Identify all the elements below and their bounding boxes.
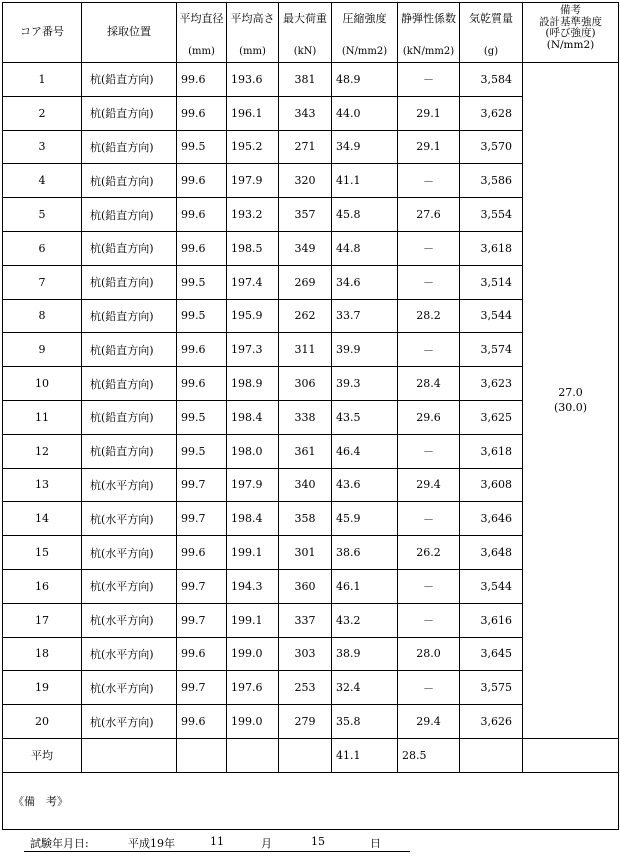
cell-strength: 43.6 bbox=[332, 468, 398, 502]
cell-modulus: 26.2 bbox=[398, 536, 460, 570]
cell-strength: 45.8 bbox=[332, 198, 398, 232]
cell-core-no: 10 bbox=[3, 367, 82, 401]
cell-location: 杭(鉛直方向) bbox=[82, 367, 177, 401]
cell-strength: 43.5 bbox=[332, 400, 398, 434]
cell-diameter: 99.7 bbox=[177, 502, 227, 536]
cell-max-load: 253 bbox=[279, 671, 332, 705]
header-row bbox=[3, 3, 619, 63]
header-modulus: 静弾性係数 (kN/mm2) bbox=[398, 3, 460, 63]
cell-modulus: － bbox=[398, 603, 460, 637]
cell-location: 杭(水平方向) bbox=[82, 502, 177, 536]
test-date-month-value: 11 bbox=[210, 835, 224, 848]
cell-modulus: － bbox=[398, 63, 460, 97]
cell-height: 197.6 bbox=[227, 671, 279, 705]
cell-diameter: 99.6 bbox=[177, 198, 227, 232]
cell-mass: 3,646 bbox=[460, 502, 523, 536]
cell-mass: 3,554 bbox=[460, 198, 523, 232]
cell-mass: 3,544 bbox=[460, 299, 523, 333]
cell-modulus: － bbox=[398, 569, 460, 603]
cell-location: 杭(水平方向) bbox=[82, 603, 177, 637]
header-mass: 気乾質量 (g) bbox=[460, 3, 523, 63]
cell-height: 198.4 bbox=[227, 502, 279, 536]
cell-max-load: 262 bbox=[279, 299, 332, 333]
cell-mass: 3,618 bbox=[460, 434, 523, 468]
cell-core-no: 3 bbox=[3, 130, 82, 164]
cell-height: 198.0 bbox=[227, 434, 279, 468]
cell-diameter: 99.6 bbox=[177, 231, 227, 265]
cell-max-load: 340 bbox=[279, 468, 332, 502]
cell-strength: 38.6 bbox=[332, 536, 398, 570]
cell-modulus: 29.6 bbox=[398, 400, 460, 434]
cell-location: 杭(鉛直方向) bbox=[82, 299, 177, 333]
average-strength: 41.1 bbox=[332, 738, 398, 772]
cell-max-load: 349 bbox=[279, 231, 332, 265]
cell-location: 杭(鉛直方向) bbox=[82, 434, 177, 468]
cell-mass: 3,544 bbox=[460, 569, 523, 603]
cell-core-no: 17 bbox=[3, 603, 82, 637]
remarks-heading: 備考 設計基準強度 (呼び強度) (N/mm2) bbox=[539, 4, 602, 51]
table-row bbox=[3, 63, 619, 97]
cell-mass: 3,586 bbox=[460, 164, 523, 198]
cell-height: 199.1 bbox=[227, 603, 279, 637]
cell-strength: 44.0 bbox=[332, 96, 398, 130]
cell-location: 杭(鉛直方向) bbox=[82, 130, 177, 164]
cell-core-no: 15 bbox=[3, 536, 82, 570]
test-date-day-value: 15 bbox=[311, 835, 325, 848]
cell-height: 193.2 bbox=[227, 198, 279, 232]
cell-strength: 39.9 bbox=[332, 333, 398, 367]
cell-modulus: － bbox=[398, 164, 460, 198]
header-max-load: 最大荷重 (kN) bbox=[279, 3, 332, 63]
cell-strength: 33.7 bbox=[332, 299, 398, 333]
cell-modulus: 28.2 bbox=[398, 299, 460, 333]
test-date-era-year: 平成19年 bbox=[128, 837, 175, 850]
cell-diameter: 99.6 bbox=[177, 63, 227, 97]
cell-modulus: － bbox=[398, 671, 460, 705]
cell-modulus: － bbox=[398, 434, 460, 468]
cell-mass: 3,575 bbox=[460, 671, 523, 705]
test-date-underline bbox=[24, 851, 410, 852]
cell-max-load: 337 bbox=[279, 603, 332, 637]
cell-max-load: 381 bbox=[279, 63, 332, 97]
cell-diameter: 99.5 bbox=[177, 265, 227, 299]
cell-core-no: 11 bbox=[3, 400, 82, 434]
notes-cell bbox=[3, 772, 619, 829]
cell-diameter: 99.5 bbox=[177, 299, 227, 333]
test-date-footer bbox=[0, 835, 620, 855]
cell-height: 197.9 bbox=[227, 164, 279, 198]
cell-core-no: 1 bbox=[3, 63, 82, 97]
cell-modulus: 28.4 bbox=[398, 367, 460, 401]
average-remarks bbox=[523, 738, 619, 772]
notes-row bbox=[3, 772, 619, 829]
cell-core-no: 5 bbox=[3, 198, 82, 232]
test-date-label: 試験年月日: bbox=[30, 837, 89, 850]
cell-core-no: 18 bbox=[3, 637, 82, 671]
header-location: 採取位置 bbox=[82, 3, 177, 63]
cell-max-load: 338 bbox=[279, 400, 332, 434]
notes-label: 《備 考》 bbox=[13, 794, 68, 808]
cell-location: 杭(鉛直方向) bbox=[82, 63, 177, 97]
cell-strength: 35.8 bbox=[332, 705, 398, 739]
cell-diameter: 99.5 bbox=[177, 434, 227, 468]
cell-strength: 41.1 bbox=[332, 164, 398, 198]
cell-location: 杭(鉛直方向) bbox=[82, 164, 177, 198]
cell-max-load: 279 bbox=[279, 705, 332, 739]
cell-location: 杭(水平方向) bbox=[82, 637, 177, 671]
cell-modulus: 29.1 bbox=[398, 96, 460, 130]
cell-height: 194.3 bbox=[227, 569, 279, 603]
cell-diameter: 99.6 bbox=[177, 96, 227, 130]
cell-height: 199.0 bbox=[227, 705, 279, 739]
cell-height: 198.4 bbox=[227, 400, 279, 434]
cell-location: 杭(鉛直方向) bbox=[82, 333, 177, 367]
cell-max-load: 343 bbox=[279, 96, 332, 130]
cell-mass: 3,623 bbox=[460, 367, 523, 401]
cell-modulus: － bbox=[398, 265, 460, 299]
cell-modulus: － bbox=[398, 502, 460, 536]
cell-strength: 43.2 bbox=[332, 603, 398, 637]
cell-max-load: 311 bbox=[279, 333, 332, 367]
average-label: 平均 bbox=[3, 738, 82, 772]
cell-strength: 46.1 bbox=[332, 569, 398, 603]
average-row bbox=[3, 738, 619, 772]
average-height bbox=[227, 738, 279, 772]
cell-max-load: 361 bbox=[279, 434, 332, 468]
cell-core-no: 2 bbox=[3, 96, 82, 130]
cell-location: 杭(水平方向) bbox=[82, 536, 177, 570]
header-core-no: コア番号 bbox=[3, 3, 82, 63]
design-strength-value: 27.0 bbox=[558, 386, 583, 400]
nominal-strength-value: (30.0) bbox=[553, 401, 588, 415]
average-max-load bbox=[279, 738, 332, 772]
cell-core-no: 8 bbox=[3, 299, 82, 333]
cell-location: 杭(鉛直方向) bbox=[82, 96, 177, 130]
cell-diameter: 99.6 bbox=[177, 705, 227, 739]
cell-height: 197.4 bbox=[227, 265, 279, 299]
cell-modulus: 27.6 bbox=[398, 198, 460, 232]
cell-height: 196.1 bbox=[227, 96, 279, 130]
cell-diameter: 99.6 bbox=[177, 536, 227, 570]
header-height: 平均高さ (mm) bbox=[227, 3, 279, 63]
cell-max-load: 360 bbox=[279, 569, 332, 603]
cell-location: 杭(鉛直方向) bbox=[82, 231, 177, 265]
cell-max-load: 358 bbox=[279, 502, 332, 536]
header-diameter: 平均直径 (mm) bbox=[177, 3, 227, 63]
cell-modulus: 29.4 bbox=[398, 468, 460, 502]
cell-height: 198.5 bbox=[227, 231, 279, 265]
cell-height: 195.9 bbox=[227, 299, 279, 333]
cell-modulus: － bbox=[398, 231, 460, 265]
cell-core-no: 4 bbox=[3, 164, 82, 198]
cell-strength: 48.9 bbox=[332, 63, 398, 97]
cell-core-no: 6 bbox=[3, 231, 82, 265]
cell-location: 杭(水平方向) bbox=[82, 569, 177, 603]
cell-diameter: 99.7 bbox=[177, 468, 227, 502]
cell-diameter: 99.6 bbox=[177, 333, 227, 367]
cell-diameter: 99.6 bbox=[177, 637, 227, 671]
cell-strength: 39.3 bbox=[332, 367, 398, 401]
cell-height: 195.2 bbox=[227, 130, 279, 164]
average-diameter bbox=[177, 738, 227, 772]
core-test-table bbox=[2, 2, 619, 830]
cell-core-no: 9 bbox=[3, 333, 82, 367]
cell-strength: 34.6 bbox=[332, 265, 398, 299]
cell-max-load: 269 bbox=[279, 265, 332, 299]
cell-modulus: － bbox=[398, 333, 460, 367]
cell-location: 杭(鉛直方向) bbox=[82, 265, 177, 299]
cell-core-no: 19 bbox=[3, 671, 82, 705]
cell-modulus: 29.4 bbox=[398, 705, 460, 739]
cell-height: 193.6 bbox=[227, 63, 279, 97]
cell-mass: 3,574 bbox=[460, 333, 523, 367]
cell-max-load: 357 bbox=[279, 198, 332, 232]
cell-core-no: 12 bbox=[3, 434, 82, 468]
cell-height: 198.9 bbox=[227, 367, 279, 401]
cell-mass: 3,625 bbox=[460, 400, 523, 434]
cell-mass: 3,616 bbox=[460, 603, 523, 637]
average-mass bbox=[460, 738, 523, 772]
cell-height: 199.1 bbox=[227, 536, 279, 570]
cell-mass: 3,628 bbox=[460, 96, 523, 130]
core-test-sheet bbox=[2, 2, 619, 830]
cell-max-load: 271 bbox=[279, 130, 332, 164]
cell-height: 197.3 bbox=[227, 333, 279, 367]
cell-mass: 3,514 bbox=[460, 265, 523, 299]
cell-modulus: 28.0 bbox=[398, 637, 460, 671]
cell-max-load: 320 bbox=[279, 164, 332, 198]
cell-diameter: 99.5 bbox=[177, 130, 227, 164]
cell-max-load: 303 bbox=[279, 637, 332, 671]
cell-mass: 3,645 bbox=[460, 637, 523, 671]
cell-mass: 3,618 bbox=[460, 231, 523, 265]
header-remarks bbox=[523, 3, 619, 63]
cell-diameter: 99.7 bbox=[177, 603, 227, 637]
cell-core-no: 13 bbox=[3, 468, 82, 502]
cell-core-no: 7 bbox=[3, 265, 82, 299]
cell-strength: 45.9 bbox=[332, 502, 398, 536]
cell-max-load: 306 bbox=[279, 367, 332, 401]
cell-strength: 34.9 bbox=[332, 130, 398, 164]
remarks-value-cell bbox=[523, 63, 619, 739]
cell-location: 杭(鉛直方向) bbox=[82, 198, 177, 232]
header-strength: 圧縮強度 (N/mm2) bbox=[332, 3, 398, 63]
cell-strength: 32.4 bbox=[332, 671, 398, 705]
cell-core-no: 16 bbox=[3, 569, 82, 603]
cell-max-load: 301 bbox=[279, 536, 332, 570]
cell-location: 杭(水平方向) bbox=[82, 468, 177, 502]
cell-mass: 3,570 bbox=[460, 130, 523, 164]
cell-mass: 3,626 bbox=[460, 705, 523, 739]
cell-location: 杭(水平方向) bbox=[82, 671, 177, 705]
cell-mass: 3,584 bbox=[460, 63, 523, 97]
cell-core-no: 20 bbox=[3, 705, 82, 739]
cell-diameter: 99.6 bbox=[177, 367, 227, 401]
cell-height: 197.9 bbox=[227, 468, 279, 502]
remarks-values bbox=[523, 385, 618, 415]
average-modulus: 28.5 bbox=[398, 738, 460, 772]
cell-mass: 3,608 bbox=[460, 468, 523, 502]
cell-diameter: 99.7 bbox=[177, 671, 227, 705]
cell-strength: 46.4 bbox=[332, 434, 398, 468]
test-date-month-unit: 月 bbox=[261, 837, 272, 850]
cell-diameter: 99.5 bbox=[177, 400, 227, 434]
cell-diameter: 99.6 bbox=[177, 164, 227, 198]
cell-core-no: 14 bbox=[3, 502, 82, 536]
cell-diameter: 99.7 bbox=[177, 569, 227, 603]
cell-mass: 3,648 bbox=[460, 536, 523, 570]
cell-strength: 44.8 bbox=[332, 231, 398, 265]
average-location bbox=[82, 738, 177, 772]
cell-modulus: 29.1 bbox=[398, 130, 460, 164]
test-date-day-unit: 日 bbox=[370, 837, 381, 850]
cell-height: 199.0 bbox=[227, 637, 279, 671]
cell-location: 杭(鉛直方向) bbox=[82, 400, 177, 434]
cell-strength: 38.9 bbox=[332, 637, 398, 671]
cell-location: 杭(水平方向) bbox=[82, 705, 177, 739]
